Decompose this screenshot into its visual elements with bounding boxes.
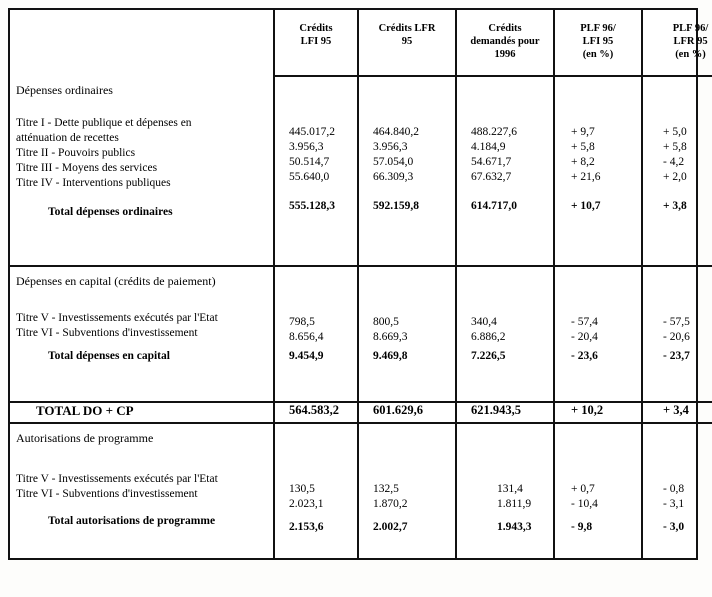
grand-total-lfi95-cell (274, 402, 358, 423)
section-capital-labels (10, 266, 274, 403)
val-lfr95-titre3: 57.054,0 (373, 156, 414, 168)
grand-total-pctlfr-cell (642, 402, 712, 423)
grand-total-label-cell (10, 402, 274, 423)
row-label-titre5-ap: Titre V - Investissements exécutés par l'Etat (16, 472, 218, 485)
pct-lfr-total-autorisations: - 3,0 (663, 520, 685, 533)
row-label-titre1-l1: Titre I - Dette publique et dépenses en (16, 117, 192, 129)
pct-lfr-titre6-ap: - 3,1 (663, 497, 685, 510)
val-plf96-titre4: 67.632,7 (471, 171, 512, 183)
val-plf96-titre6-cp: 6.886,2 (471, 330, 506, 343)
val-lfi95-total-autorisations: 2.153,6 (289, 520, 324, 533)
val-lfr95-titre4: 66.309,3 (373, 171, 414, 183)
val-lfi95-titre5-cp: 798,5 (289, 315, 315, 328)
row-label-titre5-cp: Titre V - Investissements exécutés par l'Etat (16, 311, 218, 324)
col-pctlfr-autorisations (642, 423, 712, 558)
val-lfi95-titre3: 50.514,7 (289, 156, 330, 168)
grand-total-plf96: 621.943,5 (471, 403, 521, 418)
pct-lfi-titre1: + 9,7 (571, 126, 595, 138)
val-lfr95-total-autorisations: 2.002,7 (373, 520, 408, 533)
col-pctlfr-ordinaires (642, 76, 712, 266)
section-title-capital: Dépenses en capital (crédits de paiement) (16, 273, 216, 288)
col-plf96-capital (456, 266, 554, 403)
col-lfi95-autorisations (274, 423, 358, 558)
grand-total-lfi95: 564.583,2 (289, 403, 339, 418)
col-lfr95-capital (358, 266, 456, 403)
pct-lfi-total-capital: - 23,6 (571, 349, 598, 362)
header-plf96-lfr95: PLF 96/ LFR 95 (en %) (642, 10, 712, 76)
val-lfi95-total-capital: 9.454,9 (289, 349, 324, 362)
col-lfr95-ordinaires (358, 76, 456, 266)
val-lfr95-total-capital: 9.469,8 (373, 349, 408, 362)
header-blank-cell (10, 10, 274, 76)
val-plf96-titre5-ap: 131,4 (497, 482, 523, 495)
row-label-total-capital: Total dépenses en capital (48, 349, 170, 362)
row-label-titre6-cp: Titre VI - Subventions d'investissement (16, 326, 198, 339)
header-credits-lfi95: Crédits LFI 95 (274, 10, 358, 76)
grand-total-row (10, 402, 712, 423)
pct-lfr-titre3: - 4,2 (663, 156, 685, 168)
val-lfr95-total-ordinaires: 592.159,8 (373, 200, 419, 212)
pct-lfi-titre5-cp: - 57,4 (571, 315, 598, 328)
pct-lfr-total-ordinaires: + 3,8 (663, 200, 687, 212)
pct-lfr-titre1: + 5,0 (663, 126, 687, 138)
pct-lfr-titre2: + 5,8 (663, 141, 687, 153)
header-credits-1996: Crédits demandés pour 1996 (456, 10, 554, 76)
pct-lfi-titre2: + 5,8 (571, 141, 595, 153)
val-lfi95-titre1: 445.017,2 (289, 126, 335, 138)
val-lfr95-titre5-ap: 132,5 (373, 482, 399, 495)
val-lfr95-titre5-cp: 800,5 (373, 315, 399, 328)
table-header-row (10, 10, 712, 76)
val-lfi95-titre6-cp: 8.656,4 (289, 330, 324, 343)
val-lfr95-titre2: 3.956,3 (373, 141, 408, 153)
val-lfi95-titre6-ap: 2.023,1 (289, 497, 324, 510)
pct-lfr-titre6-cp: - 20,6 (663, 330, 690, 343)
val-lfi95-titre2: 3.956,3 (289, 141, 324, 153)
section-title-ordinaires: Dépenses ordinaires (16, 83, 113, 97)
col-plf96-autorisations (456, 423, 554, 558)
grand-total-label: TOTAL DO + CP (36, 403, 134, 419)
grand-total-lfr95: 601.629,6 (373, 403, 423, 418)
col-lfi95-ordinaires (274, 76, 358, 266)
col-lfi95-capital (274, 266, 358, 403)
row-label-total-autorisations: Total autorisations de programme (48, 514, 216, 527)
grand-total-lfr95-cell (358, 402, 456, 423)
budget-table-grid (10, 10, 712, 558)
pct-lfr-titre5-ap: - 0,8 (663, 482, 685, 495)
row-label-titre6-ap: Titre VI - Subventions d'investissement (16, 487, 198, 500)
row-label-titre3: Titre III - Moyens des services (16, 162, 158, 174)
col-pctlfi-capital (554, 266, 642, 403)
pct-lfr-titre4: + 2,0 (663, 171, 687, 183)
val-lfr95-titre6-cp: 8.669,3 (373, 330, 408, 343)
pct-lfr-total-capital: - 23,7 (663, 349, 690, 362)
header-credits-lfr95: Crédits LFR 95 (358, 10, 456, 76)
val-plf96-titre1: 488.227,6 (471, 126, 517, 138)
val-lfi95-titre5-ap: 130,5 (289, 482, 315, 495)
grand-total-pct-lfi: + 10,2 (571, 403, 604, 418)
col-plf96-ordinaires (456, 76, 554, 266)
pct-lfi-total-autorisations: - 9,8 (571, 520, 593, 533)
section-ordinaires (10, 76, 712, 266)
pct-lfi-titre4: + 21,6 (571, 171, 601, 183)
pct-lfi-titre6-cp: - 20,4 (571, 330, 598, 343)
val-plf96-titre2: 4.184,9 (471, 141, 506, 153)
pct-lfi-titre6-ap: - 10,4 (571, 497, 598, 510)
row-label-titre4: Titre IV - Interventions publiques (16, 177, 171, 189)
col-pctlfr-capital (642, 266, 712, 403)
pct-lfi-total-ordinaires: + 10,7 (571, 200, 601, 212)
val-plf96-titre5-cp: 340,4 (471, 315, 497, 328)
val-plf96-total-ordinaires: 614.717,0 (471, 200, 517, 212)
val-lfr95-titre1: 464.840,2 (373, 126, 419, 138)
section-autorisations (10, 423, 712, 558)
section-autorisations-labels (10, 423, 274, 558)
section-ordinaires-labels (10, 76, 274, 266)
pct-lfr-titre5-cp: - 57,5 (663, 315, 690, 328)
section-title-autorisations: Autorisations de programme (16, 430, 154, 445)
grand-total-pct-lfr: + 3,4 (663, 403, 689, 418)
col-pctlfi-autorisations (554, 423, 642, 558)
grand-total-plf96-cell (456, 402, 554, 423)
val-plf96-total-capital: 7.226,5 (471, 349, 506, 362)
header-plf96-lfi95: PLF 96/ LFI 95 (en %) (554, 10, 642, 76)
val-plf96-titre3: 54.671,7 (471, 156, 512, 168)
val-plf96-titre6-ap: 1.811,9 (497, 497, 532, 510)
val-lfr95-titre6-ap: 1.870,2 (373, 497, 408, 510)
col-pctlfi-ordinaires (554, 76, 642, 266)
val-plf96-total-autorisations: 1.943,3 (497, 520, 532, 533)
val-lfi95-total-ordinaires: 555.128,3 (289, 200, 335, 212)
col-lfr95-autorisations (358, 423, 456, 558)
row-label-titre1-l2: atténuation de recettes (16, 132, 119, 144)
row-label-total-ordinaires: Total dépenses ordinaires (48, 206, 173, 218)
section-capital (10, 266, 712, 403)
budget-table (8, 8, 709, 560)
val-lfi95-titre4: 55.640,0 (289, 171, 330, 183)
grand-total-pctlfi-cell (554, 402, 642, 423)
pct-lfi-titre3: + 8,2 (571, 156, 595, 168)
pct-lfi-titre5-ap: + 0,7 (571, 482, 595, 495)
row-label-titre2: Titre II - Pouvoirs publics (16, 147, 136, 159)
